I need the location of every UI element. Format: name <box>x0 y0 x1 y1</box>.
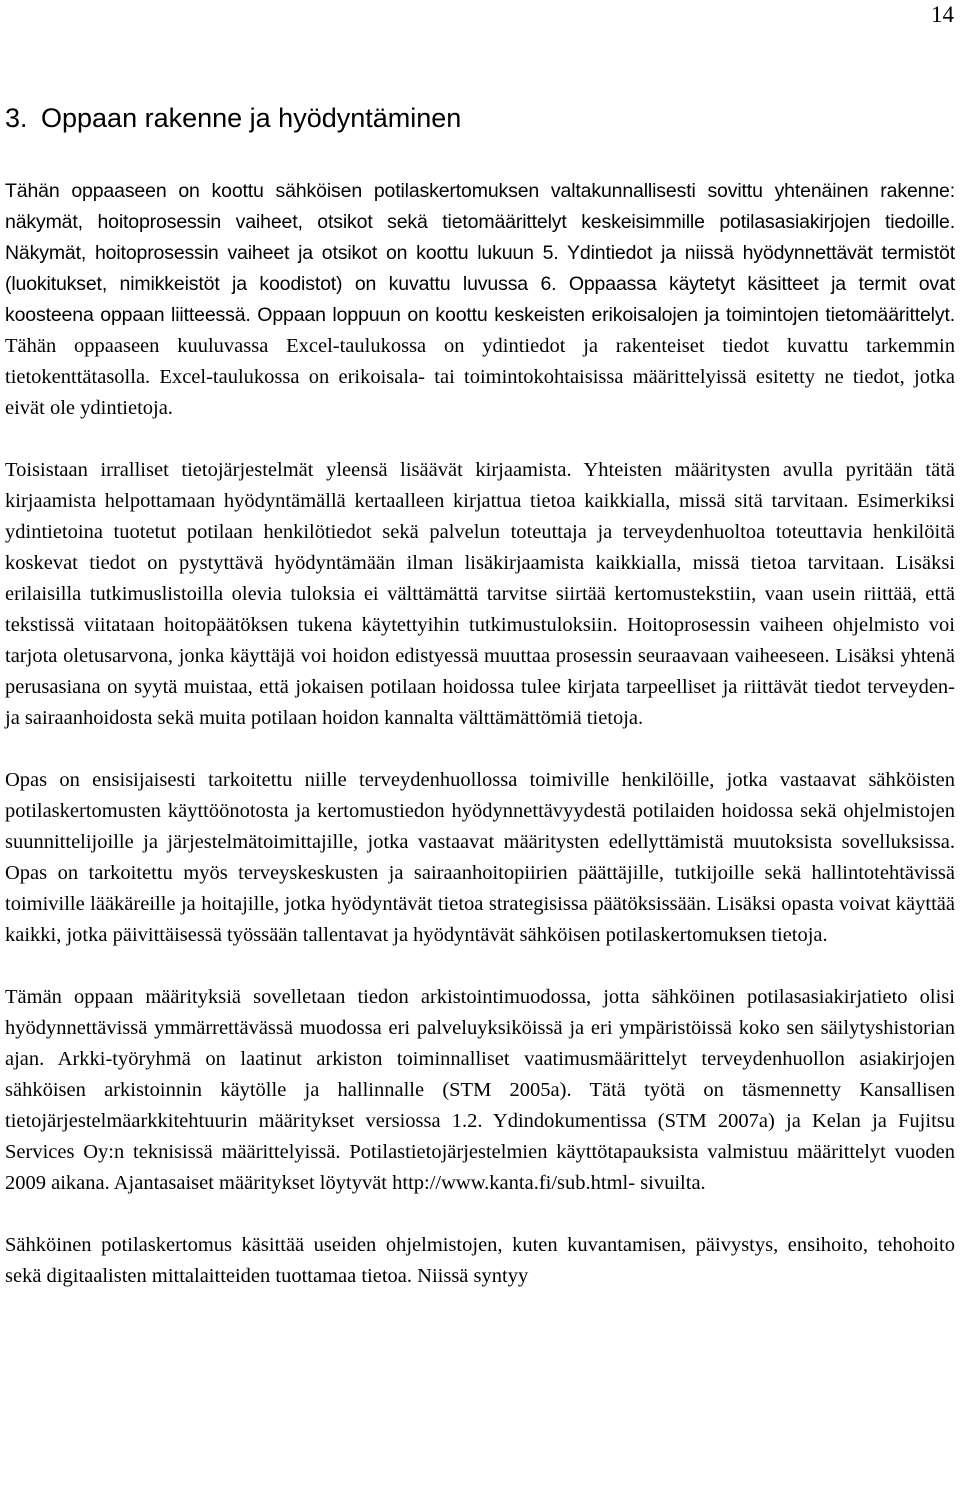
page-number: 14 <box>931 2 954 27</box>
paragraph-audience: Opas on ensisijaisesti tarkoitettu niille terveydenhuollossa toimiville henkilöille, jotka vastaavat sähköisten potilaskertomusten käyttöönotosta ja kertomustiedon hyödynnettävyydestä potilaiden hoidossa sekä ohjelmistojen suunnittelijoille ja järjestelmätoimittajille, jotka vastaavat määritysten edellyttämistä muutoksista sovelluksissa. Opas on tarkoitettu myös terveyskeskusten ja sairaanhoitopiirien päättäjille, tutkijoille sekä hallintotehtävissä toimiville lääkäreille ja hoitajille, jotka hyödyntävät tietoa strategisissa päätöksissään. Lisäksi opasta voivat käyttää kaikki, jotka päivittäisessä työssään tallentavat ja hyödyntävät sähköisen potilaskertomuksen tietoja. <box>5 769 955 946</box>
section-number: 3. <box>5 103 28 133</box>
paragraph-recording: Toisistaan irralliset tietojärjestelmät yleensä lisäävät kirjaamista. Yhteisten määritysten avulla pyritään tätä kirjaamista helpottamaan hyödyntämällä kertaalleen kirjattua tietoa kaikkialla, missä sitä tarvitaan. Esimerkiksi ydintietoina tuotetut potilaan henkilötiedot sekä palvelun toteuttaja ja terveydenhuoltoa toteuttavia henkilöitä koskevat tiedot on pystyttävä hyödyntämään ilman lisäkirjaamista kaikkialla, missä tietoa tarvitaan. Lisäksi erilaisilla tutkimuslistoilla olevia tuloksia ei välttämättä tarvitse siirtää kertomustekstiin, vaan usein riittää, että tekstissä viitataan hoitopäätöksen tukena käytettyihin tutkimustuloksiin. Hoitoprosessin vaiheen ohjelmisto voi tarjota oletusarvona, jonka käyttäjä voi hoidon edistyessä muuttaa prosessin seuraavaan vaiheeseen. Lisäksi yhtenä perusasiana on syytä muistaa, että jokaisen potilaan hoidossa tulee kirjata tarpeelliset ja riittävät tiedot terveyden- ja sairaanhoidosta sekä muita potilaan hoidon kannalta välttämättömiä tietoja. <box>5 459 955 729</box>
paragraph-archiving: Tämän oppaan määrityksiä sovelletaan tiedon arkistointimuodossa, jotta sähköinen potilasasiakirjatieto olisi hyödynnettävissä ymmärrettävässä muodossa eri palveluyksiköissä ja eri ympäristöissä koko sen säilytyshistorian ajan. Arkki-työryhmä on laatinut arkiston toiminnalliset vaatimusmäärittelyt terveydenhuollon asiakirjojen sähköisen arkistoinnin käytölle ja hallinnalle (STM 2005a). Tätä työtä on täsmennetty Kansallisen tietojärjestelmäarkkitehtuurin määritykset versiossa 1.2. Ydindokumentissa (STM 2007a) ja Kelan ja Fujitsu Services Oy:n teknisissä määrittelyissä. Potilastietojärjestelmien käyttötapauksista valmistuu määrittelyt vuoden 2009 aikana. Ajantasaiset määritykset löytyvät http://www.kanta.fi/sub.html- sivuilta. <box>5 986 955 1194</box>
paragraph-structure <box>5 176 955 424</box>
paragraph-structure-sans-part: Tähän oppaaseen on koottu sähköisen potilaskertomuksen valtakunnallisesti sovittu yhtenäinen rakenne: näkymät, hoitoprosessin vaiheet, otsikot sekä tietomäärittelyt keskeisimmille potilasasiakirjojen tiedoille. Näkymät, hoitoprosessin vaiheet ja otsikot on koottu lukuun 5. Ydintiedot ja niissä hyödynnettävät termistöt (luokitukset, nimikkeistöt ja koodistot) on kuvattu luvussa 6. Oppaassa käytetyt käsitteet ja termit ovat koosteena oppaan liitteessä. Oppaan loppuun on koottu keskeisten erikoisalojen ja toimintojen tietomäärittelyt. <box>5 180 955 326</box>
paragraph-electronic-record: Sähköinen potilaskertomus käsittää useiden ohjelmistojen, kuten kuvantamisen, päivystys, ensihoito, tehohoito sekä digitaalisten mittalaitteiden tuottamaa tietoa. Niissä syntyy <box>5 1234 955 1287</box>
paragraph-structure-serif-part: Tähän oppaaseen kuuluvassa Excel-taulukossa on ydintiedot ja rakenteiset tiedot kuvattu tarkemmin tietokenttätasolla. Excel-taulukossa on erikoisala- tai toimintokohtaisissa määrittelyissä esitetty ne tiedot, jotka eivät ole ydintietoja. <box>5 335 955 419</box>
section-title: Oppaan rakenne ja hyödyntäminen <box>41 103 462 133</box>
section-heading <box>5 100 955 136</box>
document-body <box>5 100 955 1292</box>
